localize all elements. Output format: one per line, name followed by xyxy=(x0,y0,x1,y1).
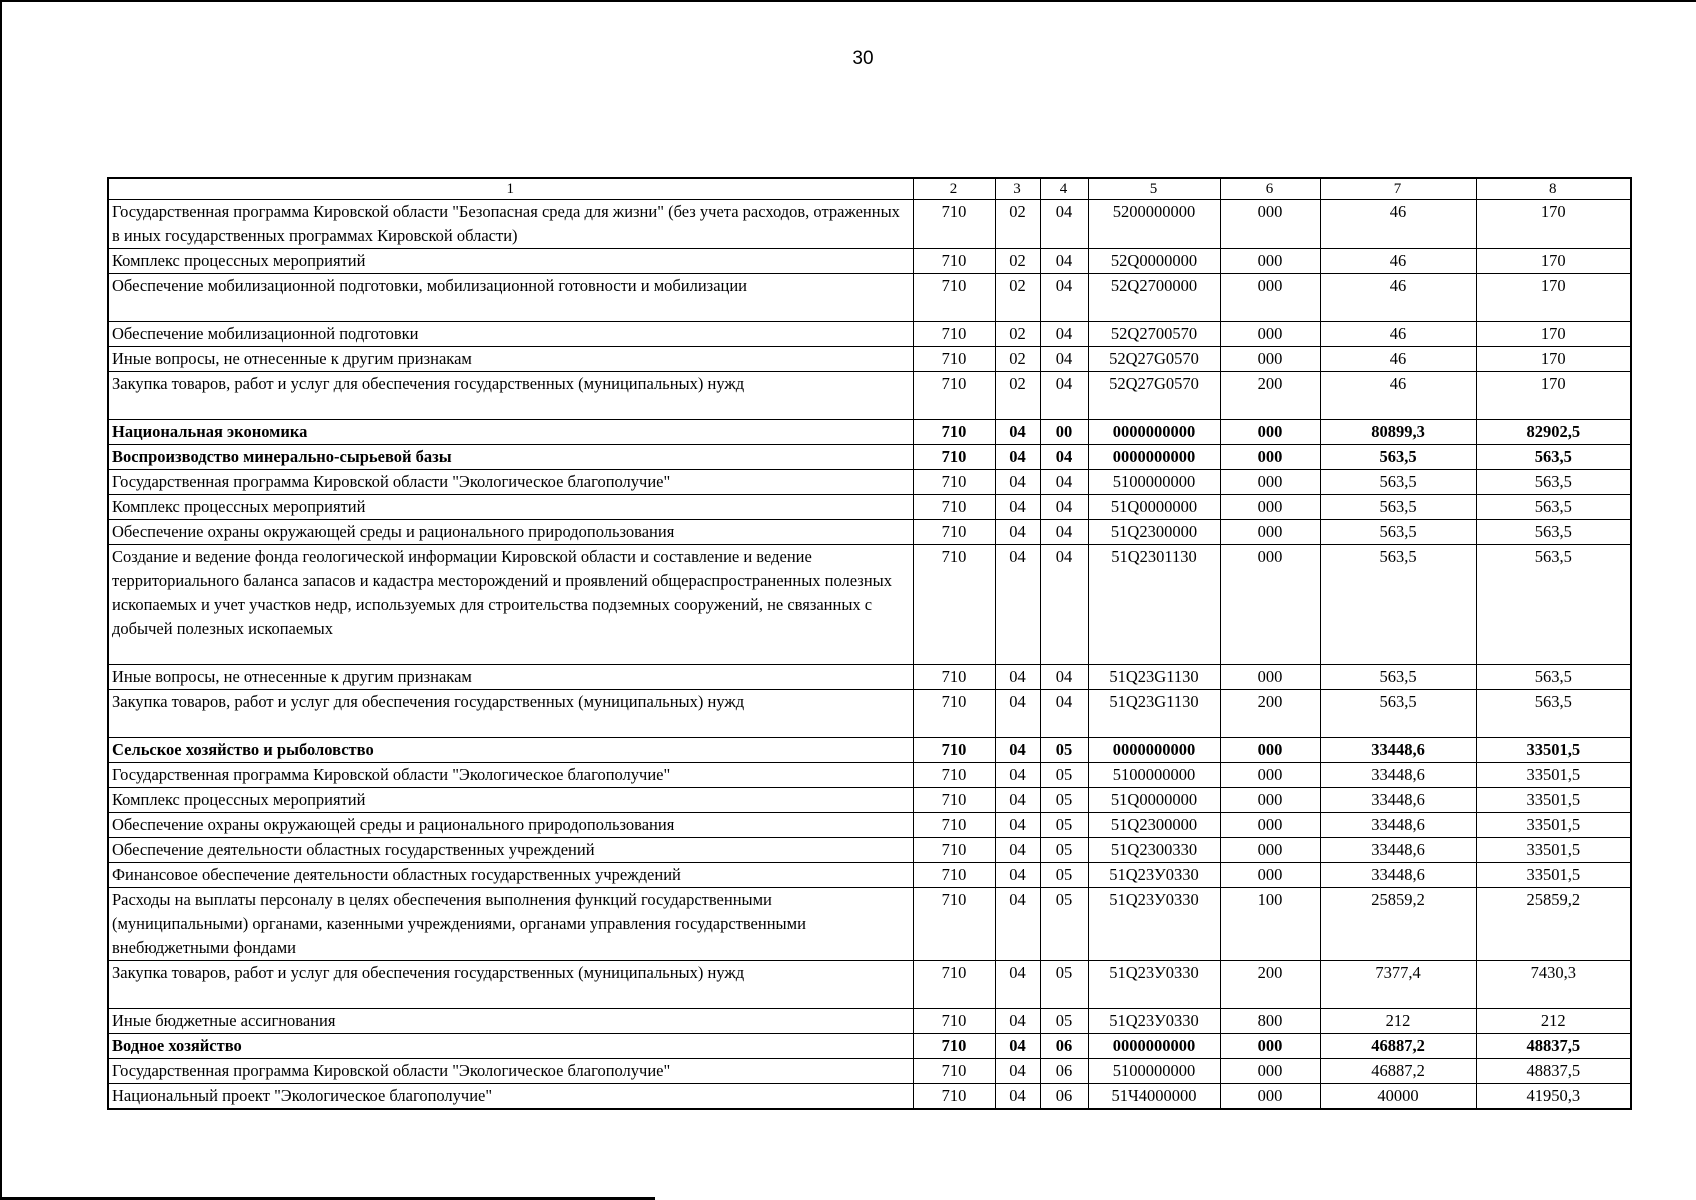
expense-type-cell: 000 xyxy=(1220,470,1320,495)
target-article-cell: 0000000000 xyxy=(1088,1034,1220,1059)
chapter-code-cell: 710 xyxy=(913,838,995,863)
table-row xyxy=(108,495,1631,520)
section-code-cell: 04 xyxy=(995,738,1040,763)
subsection-code-cell: 05 xyxy=(1040,813,1088,838)
amount-year2-cell: 563,5 xyxy=(1476,665,1631,690)
section-code-cell: 04 xyxy=(995,545,1040,665)
amount-year2-cell: 563,5 xyxy=(1476,520,1631,545)
section-code-cell: 02 xyxy=(995,274,1040,322)
section-code-cell: 04 xyxy=(995,763,1040,788)
section-code-cell: 02 xyxy=(995,347,1040,372)
section-code-cell: 04 xyxy=(995,665,1040,690)
column-number-header-row xyxy=(108,178,1631,200)
subsection-code-cell: 04 xyxy=(1040,372,1088,420)
row-name-cell: Обеспечение мобилизационной подготовки, мобилизационной готовности и мобилизации xyxy=(108,274,913,322)
column-header: 8 xyxy=(1476,178,1631,200)
amount-year2-cell: 563,5 xyxy=(1476,445,1631,470)
chapter-code-cell: 710 xyxy=(913,520,995,545)
row-name-cell: Национальная экономика xyxy=(108,420,913,445)
subsection-code-cell: 04 xyxy=(1040,665,1088,690)
subsection-code-cell: 04 xyxy=(1040,470,1088,495)
expense-type-cell: 000 xyxy=(1220,347,1320,372)
chapter-code-cell: 710 xyxy=(913,1084,995,1110)
subsection-code-cell: 04 xyxy=(1040,322,1088,347)
row-name-cell: Обеспечение мобилизационной подготовки xyxy=(108,322,913,347)
page-frame-left xyxy=(0,0,2,1200)
target-article-cell: 51Q23У0330 xyxy=(1088,961,1220,1009)
target-article-cell: 52Q27G0570 xyxy=(1088,347,1220,372)
expense-type-cell: 000 xyxy=(1220,322,1320,347)
expense-type-cell: 000 xyxy=(1220,738,1320,763)
section-code-cell: 04 xyxy=(995,1084,1040,1110)
expense-type-cell: 000 xyxy=(1220,838,1320,863)
row-name-cell: Комплекс процессных мероприятий xyxy=(108,788,913,813)
column-header: 7 xyxy=(1320,178,1476,200)
amount-year2-cell: 25859,2 xyxy=(1476,888,1631,961)
amount-year1-cell: 46 xyxy=(1320,274,1476,322)
amount-year2-cell: 170 xyxy=(1476,274,1631,322)
column-header: 6 xyxy=(1220,178,1320,200)
subsection-code-cell: 04 xyxy=(1040,200,1088,249)
column-header: 4 xyxy=(1040,178,1088,200)
table-row xyxy=(108,420,1631,445)
table-row xyxy=(108,1059,1631,1084)
subsection-code-cell: 04 xyxy=(1040,249,1088,274)
amount-year1-cell: 33448,6 xyxy=(1320,788,1476,813)
table-row xyxy=(108,961,1631,1009)
expense-type-cell: 200 xyxy=(1220,690,1320,738)
table-row xyxy=(108,200,1631,249)
chapter-code-cell: 710 xyxy=(913,690,995,738)
page-frame-top xyxy=(0,0,1696,2)
row-name-cell: Комплекс процессных мероприятий xyxy=(108,495,913,520)
subsection-code-cell: 05 xyxy=(1040,838,1088,863)
target-article-cell: 51Q2300000 xyxy=(1088,813,1220,838)
table-row xyxy=(108,813,1631,838)
subsection-code-cell: 04 xyxy=(1040,495,1088,520)
target-article-cell: 51Q2300000 xyxy=(1088,520,1220,545)
subsection-code-cell: 05 xyxy=(1040,961,1088,1009)
chapter-code-cell: 710 xyxy=(913,322,995,347)
chapter-code-cell: 710 xyxy=(913,813,995,838)
chapter-code-cell: 710 xyxy=(913,788,995,813)
table-row xyxy=(108,1034,1631,1059)
target-article-cell: 52Q2700000 xyxy=(1088,274,1220,322)
expense-type-cell: 000 xyxy=(1220,545,1320,665)
subsection-code-cell: 06 xyxy=(1040,1059,1088,1084)
subsection-code-cell: 04 xyxy=(1040,690,1088,738)
amount-year2-cell: 33501,5 xyxy=(1476,863,1631,888)
expense-type-cell: 800 xyxy=(1220,1009,1320,1034)
section-code-cell: 04 xyxy=(995,1009,1040,1034)
expense-type-cell: 000 xyxy=(1220,495,1320,520)
subsection-code-cell: 04 xyxy=(1040,520,1088,545)
expense-type-cell: 000 xyxy=(1220,445,1320,470)
amount-year1-cell: 80899,3 xyxy=(1320,420,1476,445)
amount-year1-cell: 46 xyxy=(1320,322,1476,347)
amount-year2-cell: 48837,5 xyxy=(1476,1059,1631,1084)
chapter-code-cell: 710 xyxy=(913,1009,995,1034)
amount-year2-cell: 33501,5 xyxy=(1476,788,1631,813)
amount-year1-cell: 33448,6 xyxy=(1320,813,1476,838)
amount-year2-cell: 33501,5 xyxy=(1476,763,1631,788)
target-article-cell: 5200000000 xyxy=(1088,200,1220,249)
chapter-code-cell: 710 xyxy=(913,738,995,763)
column-header: 3 xyxy=(995,178,1040,200)
target-article-cell: 51Q0000000 xyxy=(1088,495,1220,520)
target-article-cell: 51Q23У0330 xyxy=(1088,863,1220,888)
expense-type-cell: 000 xyxy=(1220,1084,1320,1110)
row-name-cell: Закупка товаров, работ и услуг для обеспечения государственных (муниципальных) нужд xyxy=(108,690,913,738)
target-article-cell: 51Q23У0330 xyxy=(1088,1009,1220,1034)
table-row xyxy=(108,863,1631,888)
section-code-cell: 04 xyxy=(995,813,1040,838)
expense-type-cell: 000 xyxy=(1220,420,1320,445)
amount-year1-cell: 563,5 xyxy=(1320,445,1476,470)
subsection-code-cell: 04 xyxy=(1040,445,1088,470)
target-article-cell: 51Ч4000000 xyxy=(1088,1084,1220,1110)
subsection-code-cell: 05 xyxy=(1040,888,1088,961)
row-name-cell: Обеспечение деятельности областных государственных учреждений xyxy=(108,838,913,863)
section-code-cell: 04 xyxy=(995,495,1040,520)
amount-year1-cell: 46 xyxy=(1320,200,1476,249)
amount-year2-cell: 563,5 xyxy=(1476,545,1631,665)
chapter-code-cell: 710 xyxy=(913,1034,995,1059)
target-article-cell: 5100000000 xyxy=(1088,470,1220,495)
subsection-code-cell: 04 xyxy=(1040,347,1088,372)
amount-year1-cell: 563,5 xyxy=(1320,470,1476,495)
expense-type-cell: 200 xyxy=(1220,961,1320,1009)
row-name-cell: Расходы на выплаты персоналу в целях обеспечения выполнения функций государственными (муниципальными) органами, казенными учреждениями, органами управления государственными внебюджетными фондами xyxy=(108,888,913,961)
table-row xyxy=(108,665,1631,690)
amount-year2-cell: 170 xyxy=(1476,249,1631,274)
amount-year2-cell: 170 xyxy=(1476,347,1631,372)
row-name-cell: Национальный проект "Экологическое благополучие" xyxy=(108,1084,913,1110)
amount-year1-cell: 563,5 xyxy=(1320,520,1476,545)
row-name-cell: Закупка товаров, работ и услуг для обеспечения государственных (муниципальных) нужд xyxy=(108,961,913,1009)
expense-type-cell: 000 xyxy=(1220,1034,1320,1059)
row-name-cell: Государственная программа Кировской области "Экологическое благополучие" xyxy=(108,763,913,788)
target-article-cell: 5100000000 xyxy=(1088,763,1220,788)
chapter-code-cell: 710 xyxy=(913,274,995,322)
amount-year2-cell: 48837,5 xyxy=(1476,1034,1631,1059)
amount-year2-cell: 170 xyxy=(1476,200,1631,249)
expense-type-cell: 100 xyxy=(1220,888,1320,961)
amount-year1-cell: 33448,6 xyxy=(1320,763,1476,788)
chapter-code-cell: 710 xyxy=(913,888,995,961)
row-name-cell: Водное хозяйство xyxy=(108,1034,913,1059)
amount-year2-cell: 212 xyxy=(1476,1009,1631,1034)
amount-year2-cell: 7430,3 xyxy=(1476,961,1631,1009)
target-article-cell: 51Q23У0330 xyxy=(1088,888,1220,961)
section-code-cell: 02 xyxy=(995,322,1040,347)
subsection-code-cell: 04 xyxy=(1040,545,1088,665)
table-row xyxy=(108,372,1631,420)
expense-type-cell: 000 xyxy=(1220,274,1320,322)
section-code-cell: 02 xyxy=(995,200,1040,249)
target-article-cell: 5100000000 xyxy=(1088,1059,1220,1084)
column-header: 2 xyxy=(913,178,995,200)
target-article-cell: 51Q2300330 xyxy=(1088,838,1220,863)
row-name-cell: Воспроизводство минерально-сырьевой базы xyxy=(108,445,913,470)
table-row xyxy=(108,445,1631,470)
target-article-cell: 51Q2301130 xyxy=(1088,545,1220,665)
table-row xyxy=(108,470,1631,495)
table-row xyxy=(108,838,1631,863)
budget-table-body xyxy=(108,200,1631,1110)
table-row xyxy=(108,249,1631,274)
section-code-cell: 04 xyxy=(995,838,1040,863)
amount-year1-cell: 46 xyxy=(1320,249,1476,274)
section-code-cell: 04 xyxy=(995,520,1040,545)
chapter-code-cell: 710 xyxy=(913,200,995,249)
table-row xyxy=(108,1084,1631,1110)
chapter-code-cell: 710 xyxy=(913,420,995,445)
amount-year1-cell: 46887,2 xyxy=(1320,1059,1476,1084)
subsection-code-cell: 06 xyxy=(1040,1084,1088,1110)
row-name-cell: Государственная программа Кировской области "Экологическое благополучие" xyxy=(108,1059,913,1084)
chapter-code-cell: 710 xyxy=(913,347,995,372)
section-code-cell: 02 xyxy=(995,249,1040,274)
row-name-cell: Иные вопросы, не отнесенные к другим признакам xyxy=(108,665,913,690)
section-code-cell: 04 xyxy=(995,1059,1040,1084)
amount-year1-cell: 25859,2 xyxy=(1320,888,1476,961)
expense-type-cell: 000 xyxy=(1220,813,1320,838)
chapter-code-cell: 710 xyxy=(913,372,995,420)
table-row xyxy=(108,738,1631,763)
section-code-cell: 04 xyxy=(995,1034,1040,1059)
amount-year1-cell: 7377,4 xyxy=(1320,961,1476,1009)
row-name-cell: Комплекс процессных мероприятий xyxy=(108,249,913,274)
table-row xyxy=(108,520,1631,545)
target-article-cell: 0000000000 xyxy=(1088,445,1220,470)
table-row xyxy=(108,545,1631,665)
section-code-cell: 04 xyxy=(995,445,1040,470)
amount-year2-cell: 33501,5 xyxy=(1476,738,1631,763)
amount-year2-cell: 170 xyxy=(1476,322,1631,347)
target-article-cell: 52Q27G0570 xyxy=(1088,372,1220,420)
subsection-code-cell: 04 xyxy=(1040,274,1088,322)
table-row xyxy=(108,788,1631,813)
column-header: 5 xyxy=(1088,178,1220,200)
section-code-cell: 04 xyxy=(995,863,1040,888)
amount-year2-cell: 33501,5 xyxy=(1476,838,1631,863)
chapter-code-cell: 710 xyxy=(913,1059,995,1084)
row-name-cell: Обеспечение охраны окружающей среды и рационального природопользования xyxy=(108,813,913,838)
subsection-code-cell: 00 xyxy=(1040,420,1088,445)
expense-type-cell: 000 xyxy=(1220,788,1320,813)
target-article-cell: 52Q0000000 xyxy=(1088,249,1220,274)
amount-year1-cell: 40000 xyxy=(1320,1084,1476,1110)
target-article-cell: 51Q0000000 xyxy=(1088,788,1220,813)
target-article-cell: 52Q2700570 xyxy=(1088,322,1220,347)
section-code-cell: 04 xyxy=(995,788,1040,813)
expense-type-cell: 000 xyxy=(1220,763,1320,788)
target-article-cell: 0000000000 xyxy=(1088,420,1220,445)
row-name-cell: Иные бюджетные ассигнования xyxy=(108,1009,913,1034)
expense-type-cell: 200 xyxy=(1220,372,1320,420)
row-name-cell: Иные вопросы, не отнесенные к другим признакам xyxy=(108,347,913,372)
section-code-cell: 04 xyxy=(995,690,1040,738)
subsection-code-cell: 05 xyxy=(1040,788,1088,813)
expense-type-cell: 000 xyxy=(1220,863,1320,888)
row-name-cell: Закупка товаров, работ и услуг для обеспечения государственных (муниципальных) нужд xyxy=(108,372,913,420)
expense-type-cell: 000 xyxy=(1220,665,1320,690)
amount-year2-cell: 563,5 xyxy=(1476,690,1631,738)
subsection-code-cell: 05 xyxy=(1040,738,1088,763)
row-name-cell: Обеспечение охраны окружающей среды и рационального природопользования xyxy=(108,520,913,545)
expense-type-cell: 000 xyxy=(1220,1059,1320,1084)
section-code-cell: 04 xyxy=(995,888,1040,961)
row-name-cell: Сельское хозяйство и рыболовство xyxy=(108,738,913,763)
table-row xyxy=(108,322,1631,347)
chapter-code-cell: 710 xyxy=(913,545,995,665)
subsection-code-cell: 06 xyxy=(1040,1034,1088,1059)
row-name-cell: Государственная программа Кировской области "Безопасная среда для жизни" (без учета расходов, отраженных в иных государственных программах Кировской области) xyxy=(108,200,913,249)
subsection-code-cell: 05 xyxy=(1040,763,1088,788)
table-row xyxy=(108,347,1631,372)
amount-year1-cell: 563,5 xyxy=(1320,495,1476,520)
table-row xyxy=(108,888,1631,961)
expense-type-cell: 000 xyxy=(1220,249,1320,274)
subsection-code-cell: 05 xyxy=(1040,863,1088,888)
chapter-code-cell: 710 xyxy=(913,249,995,274)
section-code-cell: 04 xyxy=(995,470,1040,495)
amount-year2-cell: 563,5 xyxy=(1476,495,1631,520)
amount-year1-cell: 46887,2 xyxy=(1320,1034,1476,1059)
table-row xyxy=(108,1009,1631,1034)
section-code-cell: 04 xyxy=(995,961,1040,1009)
amount-year1-cell: 33448,6 xyxy=(1320,738,1476,763)
amount-year2-cell: 41950,3 xyxy=(1476,1084,1631,1110)
chapter-code-cell: 710 xyxy=(913,863,995,888)
chapter-code-cell: 710 xyxy=(913,495,995,520)
amount-year1-cell: 212 xyxy=(1320,1009,1476,1034)
amount-year2-cell: 33501,5 xyxy=(1476,813,1631,838)
table-row xyxy=(108,690,1631,738)
subsection-code-cell: 05 xyxy=(1040,1009,1088,1034)
chapter-code-cell: 710 xyxy=(913,961,995,1009)
expense-type-cell: 000 xyxy=(1220,200,1320,249)
amount-year1-cell: 563,5 xyxy=(1320,690,1476,738)
chapter-code-cell: 710 xyxy=(913,665,995,690)
amount-year1-cell: 33448,6 xyxy=(1320,838,1476,863)
target-article-cell: 51Q23G1130 xyxy=(1088,690,1220,738)
row-name-cell: Государственная программа Кировской области "Экологическое благополучие" xyxy=(108,470,913,495)
row-name-cell: Финансовое обеспечение деятельности областных государственных учреждений xyxy=(108,863,913,888)
amount-year1-cell: 563,5 xyxy=(1320,665,1476,690)
amount-year1-cell: 46 xyxy=(1320,347,1476,372)
section-code-cell: 04 xyxy=(995,420,1040,445)
target-article-cell: 0000000000 xyxy=(1088,738,1220,763)
row-name-cell: Создание и ведение фонда геологической информации Кировской области и составление и ведение территориального баланса запасов и кадастра месторождений и проявлений общераспространенных полезных ископаемых и учет участков недр, используемых для строительства подземных сооружений, не связанных с добычей полезных ископаемых xyxy=(108,545,913,665)
chapter-code-cell: 710 xyxy=(913,445,995,470)
column-header: 1 xyxy=(108,178,913,200)
amount-year2-cell: 170 xyxy=(1476,372,1631,420)
amount-year1-cell: 46 xyxy=(1320,372,1476,420)
budget-table xyxy=(107,177,1632,1110)
chapter-code-cell: 710 xyxy=(913,470,995,495)
expense-type-cell: 000 xyxy=(1220,520,1320,545)
target-article-cell: 51Q23G1130 xyxy=(1088,665,1220,690)
page-number: 30 xyxy=(852,48,874,69)
table-row xyxy=(108,763,1631,788)
amount-year1-cell: 33448,6 xyxy=(1320,863,1476,888)
section-code-cell: 02 xyxy=(995,372,1040,420)
chapter-code-cell: 710 xyxy=(913,763,995,788)
amount-year2-cell: 563,5 xyxy=(1476,470,1631,495)
table-row xyxy=(108,274,1631,322)
amount-year2-cell: 82902,5 xyxy=(1476,420,1631,445)
amount-year1-cell: 563,5 xyxy=(1320,545,1476,665)
